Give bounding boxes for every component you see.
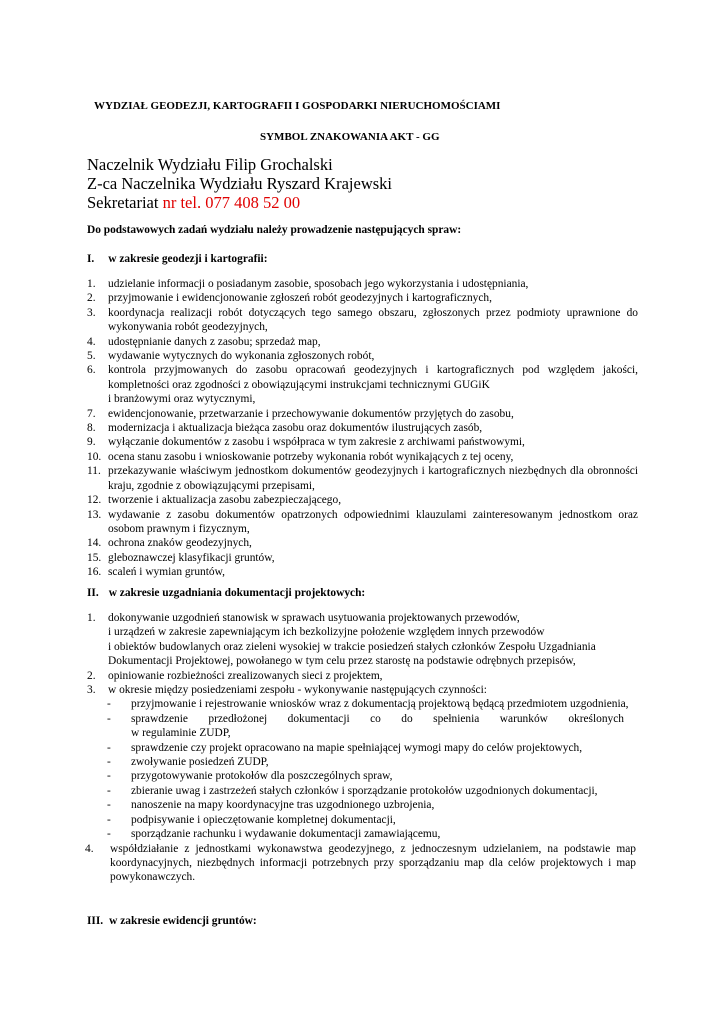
symbol-line: SYMBOL ZNAKOWANIA AKT - GG	[260, 131, 440, 143]
section-1-heading	[87, 253, 268, 265]
list-item-continuation: Dokumentacji Projektowej, powołanego w tym celu przez starostę na podstawie odrębnych przepisów,	[108, 655, 576, 668]
sub-item: - przyjmowanie i rejestrowanie wniosków wraz z dokumentacją projektową będącą przedmiotem uzgodnienia,	[107, 698, 629, 711]
list-item: 15. gleboznawczej klasyfikacji gruntów,	[87, 551, 275, 564]
list-item: 3. w okresie między posiedzeniami zespołu - wykonywanie następujących czynności:	[87, 684, 487, 697]
list-item: 13. wydawanie z zasobu dokumentów opatrzonych odpowiednimi klauzulami zainteresowanym jednostkom oraz osobom prawnym i fizycznym,	[87, 508, 638, 535]
sub-item: - przygotowywanie protokołów dla poszczególnych spraw,	[107, 770, 393, 783]
sub-item: - zbieranie uwag i zastrzeżeń stałych członków i sporządzanie protokołów uzgodnionych dokumentacji,	[107, 784, 598, 797]
intro-text: Do podstawowych zadań wydziału należy prowadzenie następujących spraw:	[87, 224, 462, 236]
list-item: 10. ocena stanu zasobu i wnioskowanie potrzeby wykonania robót wynikających z tej oceny,	[87, 450, 514, 463]
list-item: 4. udostępnianie danych z zasobu; sprzedaż map,	[87, 335, 321, 348]
list-item: 2. przyjmowanie i ewidencjonowanie zgłoszeń robót geodezyjnych i kartograficznych,	[87, 292, 492, 305]
list-item: 1. udzielanie informacji o posiadanym zasobie, sposobach jego wykorzystania i udostępniania,	[87, 278, 529, 290]
section-1-title: w zakresie geodezji i kartografii:	[108, 253, 268, 265]
section-2-list	[87, 611, 638, 885]
deputy-line: Z-ca Naczelnika Wydziału Ryszard Krajewski	[87, 174, 392, 193]
section-3-number: III.	[87, 915, 104, 927]
secretariat-line	[87, 193, 300, 213]
list-item: 16. scaleń i wymian gruntów,	[87, 566, 225, 579]
sub-item: - podpisywanie i opieczętowanie kompletnej dokumentacji,	[107, 813, 396, 826]
section-2-title: w zakresie uzgadniania dokumentacji projektowych:	[108, 587, 366, 599]
list-item: 1. dokonywanie uzgodnień stanowisk w sprawach usytuowania projektowanych przewodów,	[87, 612, 520, 624]
list-item: 12. tworzenie i aktualizacja zasobu zabezpieczającego,	[87, 494, 342, 507]
section-1-list	[87, 277, 638, 580]
sub-item: - sprawdzenie przedłożonej dokumentacji co do spełnienia warunków określonych	[107, 712, 624, 725]
section-2-heading	[87, 587, 365, 599]
section-2-number: II.	[87, 587, 99, 599]
sub-item: - zwoływanie posiedzeń ZUDP,	[107, 756, 269, 769]
sub-item: - sporządzanie rachunku i wydawanie dokumentacji zamawiającemu,	[107, 828, 441, 841]
list-item: 14. ochrona znaków geodezyjnych,	[87, 537, 252, 550]
sub-item-continuation: w regulaminie ZUDP,	[131, 727, 231, 740]
list-item: 6. kontrola przyjmowanych do zasobu opracowań geodezyjnych i kartograficznych pod względem jakości, kompletności oraz zgodności z obowiązującymi instrukcjami technicznymi GUGiK	[87, 364, 638, 391]
list-item-continuation: i urządzeń w zakresie zapewniającym ich bezkolizyjne położenie względem innych przewodów	[108, 626, 545, 639]
list-item: 9. wyłączanie dokumentów z zasobu i współpraca w tym zakresie z archiwami państwowymi,	[87, 436, 525, 449]
list-item: 5. wydawanie wytycznych do wykonania zgłoszonych robót,	[87, 350, 375, 363]
list-item: 8. modernizacja i aktualizacja bieżąca zasobu oraz dokumentów ilustrujących zasób,	[87, 422, 483, 435]
list-item: 11. przekazywanie właściwym jednostkom dokumentów geodezyjnych i kartograficznych niezbędnych dla obronności kraju, zgodnie z obowiązującymi przepisami,	[87, 465, 638, 492]
secretariat-phone: nr tel. 077 408 52 00	[162, 193, 301, 212]
sub-item: - nanoszenie na mapy koordynacyjne tras uzgodnionego uzbrojenia,	[107, 799, 435, 812]
section-1-number: I.	[87, 253, 95, 265]
section-3-heading	[87, 915, 257, 927]
sub-item: - sprawdzenie czy projekt opracowano na mapie spełniającej wymogi mapy do celów projektowych,	[107, 741, 583, 754]
head-line: Naczelnik Wydziału Filip Grochalski	[87, 155, 333, 174]
department-title: WYDZIAŁ GEODEZJI, KARTOGRAFII I GOSPODARKI NIERUCHOMOŚCIAMI	[94, 100, 501, 112]
secretariat-label: Sekretariat	[87, 193, 159, 212]
list-item: 3. koordynacja realizacji robót dotyczących tego samego obszaru, zgłoszonych przez podmioty uprawnione do wykonywania robót geodezyjnych,	[87, 306, 638, 334]
section-3-title: w zakresie ewidencji gruntów:	[109, 915, 257, 927]
list-item: 4. współdziałanie z jednostkami wykonawstwa geodezyjnego, z jednoczesnym udzielaniem, na podstawie map koordynacyjnych, niezbędnych informacji potrzebnych przy sporządzaniu map dla celów projektowych i map powykonawczych.	[85, 842, 636, 884]
list-item: 7. ewidencjonowanie, przetwarzanie i przechowywanie dokumentów przyjętych do zasobu,	[87, 407, 514, 420]
list-item-continuation: i obiektów budowlanych oraz zieleni wysokiej w trakcie posiedzeń stałych członków Zespołu Uzgadniania	[108, 640, 596, 653]
list-item-continuation: i branżowymi oraz wytycznymi,	[108, 393, 256, 406]
list-item: 2. opiniowanie rozbieżności zrealizowanych sieci z projektem,	[87, 669, 383, 682]
